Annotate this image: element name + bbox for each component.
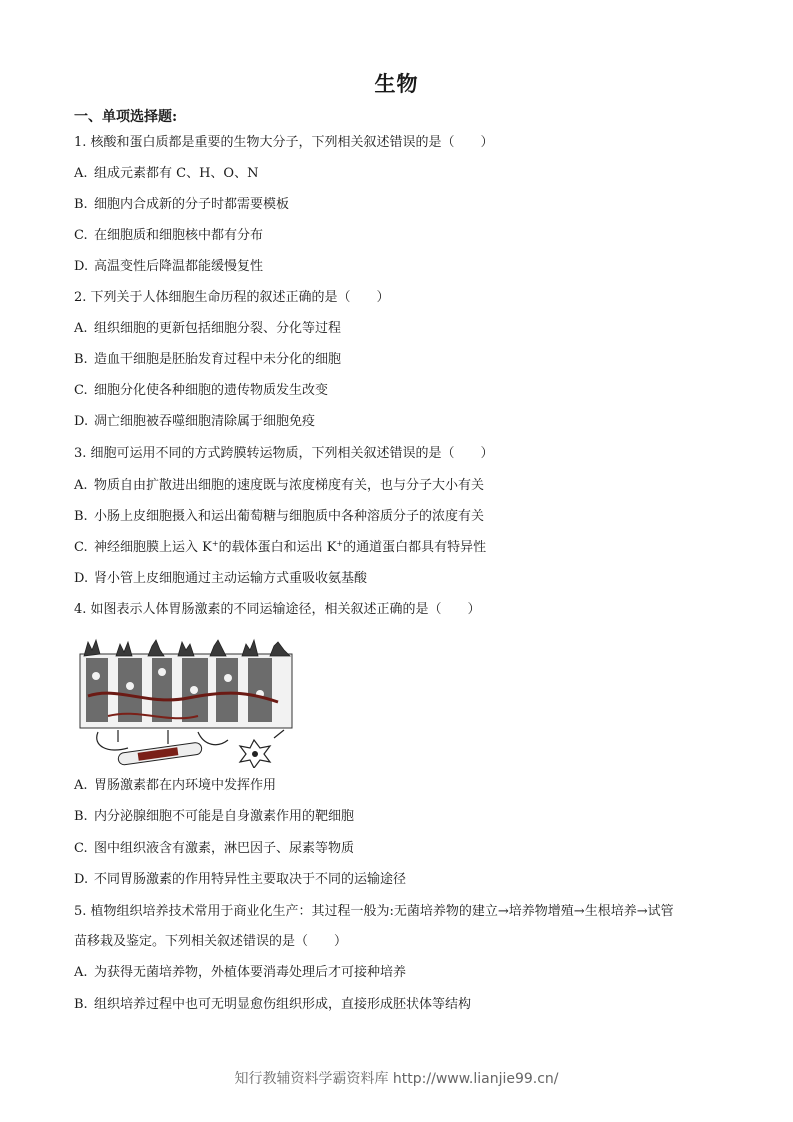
option-text: 组织细胞的更新包括细胞分裂、分化等过程 xyxy=(94,321,342,336)
option-letter: D. xyxy=(74,872,89,887)
question-1-option-c xyxy=(74,227,263,245)
superscript-plus: + xyxy=(211,539,219,548)
option-text: 不同胃肠激素的作用特异性主要取决于不同的运输途径 xyxy=(94,872,407,887)
option-letter: C. xyxy=(74,383,88,398)
question-5-option-a xyxy=(74,964,406,982)
option-text: 组成元素都有 C、H、O、N xyxy=(94,166,259,181)
option-text: 为获得无菌培养物，外植体要消毒处理后才可接种培养 xyxy=(94,965,407,980)
question-1-option-b xyxy=(74,196,289,214)
option-text: 造血干细胞是胚胎发育过程中未分化的细胞 xyxy=(94,352,342,367)
option-text: 肾小管上皮细胞通过主动运输方式重吸收氨基酸 xyxy=(94,571,368,586)
option-text-part: 的通道蛋白都具有特异性 xyxy=(343,540,487,555)
option-text: 高温变性后降温都能缓慢复性 xyxy=(94,259,264,274)
option-text: 胃肠激素都在内环境中发挥作用 xyxy=(94,778,277,793)
option-letter: D. xyxy=(74,571,89,586)
question-5-stem-line-1: 5. 植物组织培养技术常用于商业化生产：其过程一般为:无菌培养物的建立→培养物增殖→生根培养→试管 xyxy=(74,904,674,919)
question-4-option-c xyxy=(74,840,354,858)
option-letter: A. xyxy=(74,321,88,336)
option-letter: A. xyxy=(74,166,88,181)
option-letter: B. xyxy=(74,197,88,212)
option-letter: B. xyxy=(74,809,88,824)
section-heading: 一、单项选择题: xyxy=(74,109,178,125)
question-2-stem: 2. 下列关于人体细胞生命历程的叙述正确的是（ ） xyxy=(74,290,390,305)
question-1-stem: 1. 核酸和蛋白质都是重要的生物大分子，下列相关叙述错误的是（ ） xyxy=(74,135,494,150)
page-title: 生物 xyxy=(374,71,419,96)
option-letter: A. xyxy=(74,778,88,793)
question-3-stem: 3. 细胞可运用不同的方式跨膜转运物质，下列相关叙述错误的是（ ） xyxy=(74,446,494,461)
option-letter: C. xyxy=(74,540,88,555)
hormone-transport-figure xyxy=(78,636,298,768)
option-letter: D. xyxy=(74,259,89,274)
question-3-option-a xyxy=(74,477,484,495)
question-2-option-c xyxy=(74,382,328,400)
question-4-stem: 4. 如图表示人体胃肠激素的不同运输途径，相关叙述正确的是（ ） xyxy=(74,602,481,617)
option-text: 图中组织液含有激素，淋巴因子、尿素等物质 xyxy=(94,841,355,856)
option-text: 凋亡细胞被吞噬细胞清除属于细胞免疫 xyxy=(94,414,316,429)
question-2-option-a xyxy=(74,320,341,338)
option-text-part: 神经细胞膜上运入 K xyxy=(94,540,212,555)
option-text: 内分泌腺细胞不可能是自身激素作用的靶细胞 xyxy=(94,809,355,824)
option-letter: C. xyxy=(74,841,88,856)
question-4-option-d xyxy=(74,871,406,889)
option-text: 细胞内合成新的分子时都需要模板 xyxy=(94,197,290,212)
question-2-option-d xyxy=(74,413,315,431)
question-5-stem-line-2: 苗移栽及鉴定。下列相关叙述错误的是（ ） xyxy=(74,934,348,949)
question-1-option-d xyxy=(74,258,263,276)
question-4-option-a xyxy=(74,777,276,795)
question-3-option-c xyxy=(74,539,486,557)
option-letter: A. xyxy=(74,478,88,493)
option-text-part: 的载体蛋白和运出 K xyxy=(218,540,337,555)
option-letter: C. xyxy=(74,228,88,243)
option-text: 物质自由扩散进出细胞的速度既与浓度梯度有关，也与分子大小有关 xyxy=(94,478,485,493)
question-3-option-d xyxy=(74,570,367,588)
question-4-option-b xyxy=(74,808,354,826)
option-text: 细胞分化使各种细胞的遗传物质发生改变 xyxy=(94,383,329,398)
option-text: 组织培养过程中也可无明显愈伤组织形成，直接形成胚状体等结构 xyxy=(94,997,472,1012)
footer-watermark: 知行教辅资料学霸资料库 http://www.lianjie99.cn/ xyxy=(234,1071,559,1087)
question-5-option-b xyxy=(74,996,471,1014)
question-3-option-b xyxy=(74,508,484,526)
superscript-plus: + xyxy=(336,539,344,548)
option-letter: B. xyxy=(74,997,88,1012)
question-2-option-b xyxy=(74,351,341,369)
option-text: 小肠上皮细胞摄入和运出葡萄糖与细胞质中各种溶质分子的浓度有关 xyxy=(94,509,485,524)
option-text: 在细胞质和细胞核中都有分布 xyxy=(94,228,264,243)
option-letter: A. xyxy=(74,965,88,980)
option-letter: B. xyxy=(74,352,88,367)
option-letter: B. xyxy=(74,509,88,524)
question-1-option-a xyxy=(74,165,258,183)
option-letter: D. xyxy=(74,414,89,429)
